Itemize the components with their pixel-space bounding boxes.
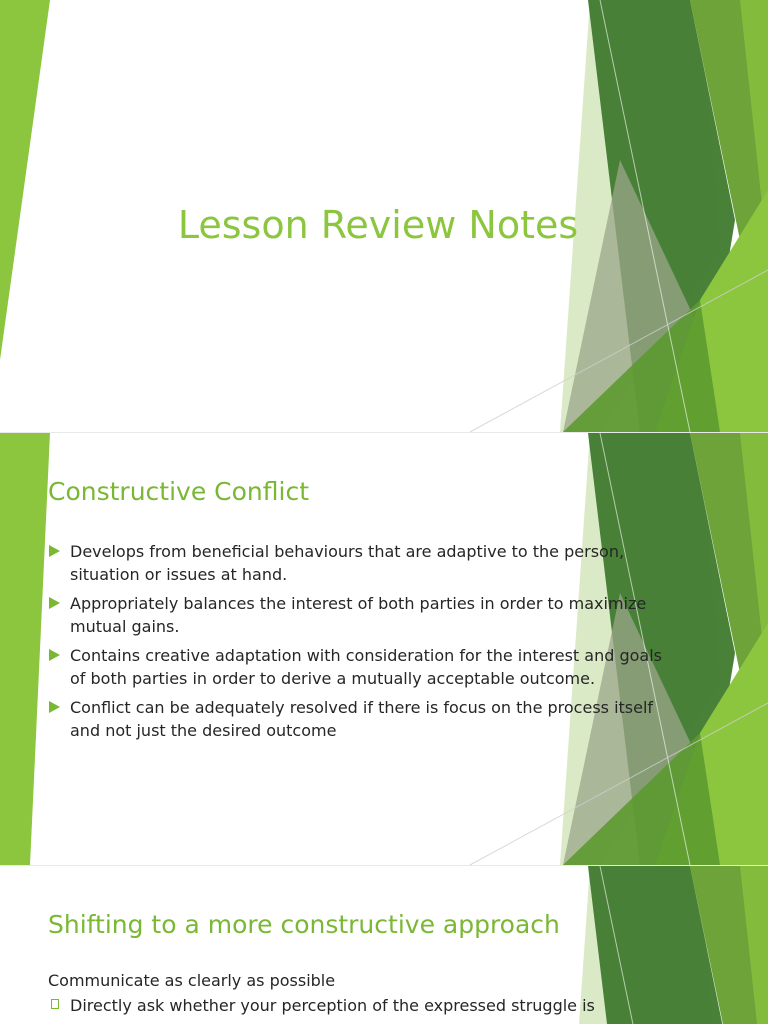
- list-item-text: Directly ask whether your perception of the expressed struggle is: [70, 996, 595, 1015]
- slide-constructive-conflict: [0, 433, 768, 865]
- list-item: [48, 644, 668, 690]
- slide-title-text: Lesson Review Notes: [177, 203, 579, 247]
- triangle-bullet-icon: [49, 545, 60, 557]
- list-item: [48, 994, 668, 1017]
- list-item-text: Contains creative adaptation with consideration for the interest and goals of both parties in order to derive a mutually acceptable outcome.: [70, 646, 662, 688]
- list-item-text: Appropriately balances the interest of both parties in order to maximize mutual gains.: [70, 594, 647, 636]
- triangle-bullet-icon: [49, 649, 60, 661]
- sub-bullet-list: [48, 994, 668, 1017]
- slide-constructive-approach: [0, 866, 768, 1024]
- slide-heading: Constructive Conflict: [48, 477, 309, 506]
- list-item-text: Develops from beneficial behaviours that are adaptive to the person, situation or issues at hand.: [70, 542, 625, 584]
- triangle-bullet-icon: [49, 597, 60, 609]
- slide-subheading: Communicate as clearly as possible: [48, 971, 336, 990]
- list-item: [48, 540, 668, 586]
- slide-title: [0, 0, 768, 432]
- triangle-bullet-icon: [49, 701, 60, 713]
- slide-heading: Shifting to a more constructive approach: [48, 910, 560, 939]
- list-item-text: Conflict can be adequately resolved if there is focus on the process itself and not just the desired outcome: [70, 698, 654, 740]
- square-bullet-icon: [51, 999, 59, 1009]
- list-item: [48, 696, 668, 742]
- list-item: [48, 592, 668, 638]
- bullet-list: [48, 540, 668, 748]
